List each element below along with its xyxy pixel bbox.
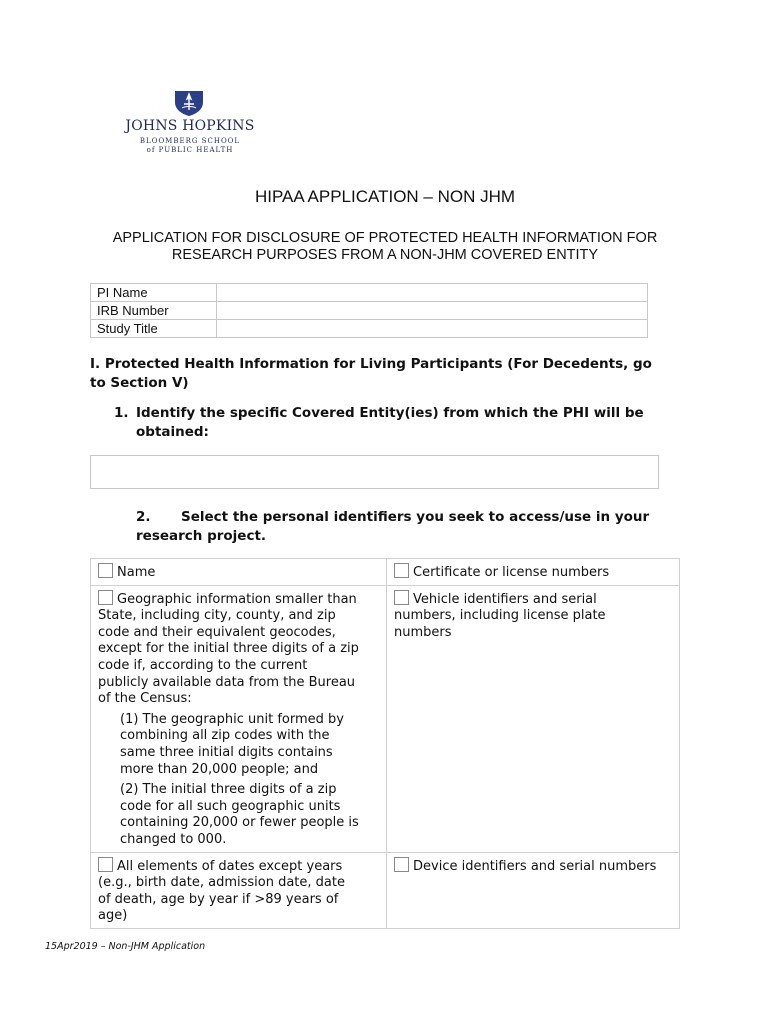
question-1-line-2: obtained: — [136, 424, 209, 440]
question-1-number: 1. — [114, 405, 129, 421]
subtitle-line-2: RESEARCH PURPOSES FROM A NON-JHM COVERED ENTITY — [171, 247, 599, 263]
table-row — [91, 302, 648, 320]
vehicle-line — [394, 590, 673, 609]
name-checkbox[interactable] — [98, 563, 113, 578]
section-heading — [90, 355, 690, 393]
name-label: Name — [117, 565, 156, 580]
section-heading-line-2: to Section V) — [90, 375, 189, 391]
geographic-line: code if, according to the current — [98, 657, 308, 673]
page-subtitle — [80, 230, 690, 264]
covered-entity-field[interactable] — [90, 455, 659, 489]
jhu-shield-icon — [174, 90, 204, 117]
device-label: Device identifiers and serial numbers — [413, 858, 657, 874]
jhu-logo — [120, 90, 260, 156]
vehicle-line: numbers — [394, 624, 452, 640]
table-row — [91, 284, 648, 302]
logo-line2: BLOOMBERG SCHOOL — [139, 137, 241, 145]
certificate-checkbox[interactable] — [394, 563, 409, 578]
subitem-line: same three initial digits contains — [120, 744, 333, 760]
question-2-text: Select the personal identifiers you seek to access/use in your — [181, 509, 650, 525]
geographic-checkbox[interactable] — [98, 590, 113, 605]
geographic-line: except for the initial three digits of a zip — [98, 641, 359, 657]
geographic-line: of the Census: — [98, 691, 192, 707]
geographic-label: Geographic information smaller than — [117, 591, 357, 607]
dates-checkbox[interactable] — [98, 857, 113, 872]
question-2-line-2: research project. — [136, 528, 267, 544]
question-1-line-1: Identify the specific Covered Entity(ies) from which the PHI will be — [136, 405, 644, 421]
identifier-certificate-cell — [387, 559, 680, 586]
geographic-line: code and their equivalent geocodes, — [98, 624, 336, 640]
study-title-field[interactable] — [217, 320, 648, 338]
identifier-dates-cell — [91, 852, 387, 928]
identifier-geographic-cell — [91, 585, 387, 852]
question-1-text — [136, 404, 676, 442]
geographic-subitem-1 — [98, 712, 380, 778]
dates-line: age) — [98, 908, 128, 924]
page-footer: 15Apr2019 – Non-JHM Application — [45, 941, 206, 952]
study-info-table — [90, 283, 648, 338]
subitem-line: changed to 000. — [120, 831, 227, 847]
question-2 — [136, 508, 676, 546]
logo-line3: of PUBLIC HEALTH — [146, 146, 234, 154]
irb-number-field[interactable] — [217, 302, 648, 320]
table-row — [91, 585, 680, 852]
pi-name-field[interactable] — [217, 284, 648, 302]
device-checkbox[interactable] — [394, 857, 409, 872]
logo-name: JOHNS HOPKINS — [125, 118, 255, 134]
subitem-line: more than 20,000 people; and — [120, 761, 319, 777]
irb-number-label: IRB Number — [91, 302, 217, 320]
dates-line: of death, age by year if >89 years of — [98, 891, 339, 907]
pi-name-label: PI Name — [91, 284, 217, 302]
dates-line — [98, 857, 380, 876]
vehicle-label: Vehicle identifiers and serial — [413, 591, 597, 607]
subitem-line: (2) The initial three digits of a zip — [120, 782, 337, 798]
certificate-label: Certificate or license numbers — [413, 565, 610, 580]
geographic-line: publicly available data from the Bureau — [98, 674, 356, 690]
vehicle-checkbox[interactable] — [394, 590, 409, 605]
page-title: HIPAA APPLICATION – NON JHM — [254, 187, 516, 206]
subitem-line: combining all zip codes with the — [120, 728, 330, 744]
subitem-line: code for all such geographic units — [120, 798, 341, 814]
table-row — [91, 852, 680, 928]
geographic-subitem-2 — [98, 782, 380, 848]
identifier-vehicle-cell — [387, 585, 680, 852]
geographic-line — [98, 590, 380, 609]
identifiers-table — [90, 558, 680, 929]
identifier-device-cell — [387, 852, 680, 928]
vehicle-line: numbers, including license plate — [394, 608, 606, 624]
question-2-number: 2. — [136, 509, 151, 525]
subitem-line: containing 20,000 or fewer people is — [120, 815, 359, 831]
dates-label: All elements of dates except years — [117, 858, 343, 874]
section-heading-line-1: I. Protected Health Information for Living Participants (For Decedents, go — [90, 356, 652, 372]
subtitle-line-1: APPLICATION FOR DISCLOSURE OF PROTECTED HEALTH INFORMATION FOR — [112, 230, 658, 246]
question-2-line-1 — [136, 508, 676, 527]
subitem-line: (1) The geographic unit formed by — [120, 711, 344, 727]
dates-line: (e.g., birth date, admission date, date — [98, 875, 345, 891]
table-row — [91, 559, 680, 586]
table-row — [91, 320, 648, 338]
identifier-name-cell — [91, 559, 387, 586]
study-title-label: Study Title — [91, 320, 217, 338]
geographic-line: State, including city, county, and zip — [98, 608, 336, 624]
